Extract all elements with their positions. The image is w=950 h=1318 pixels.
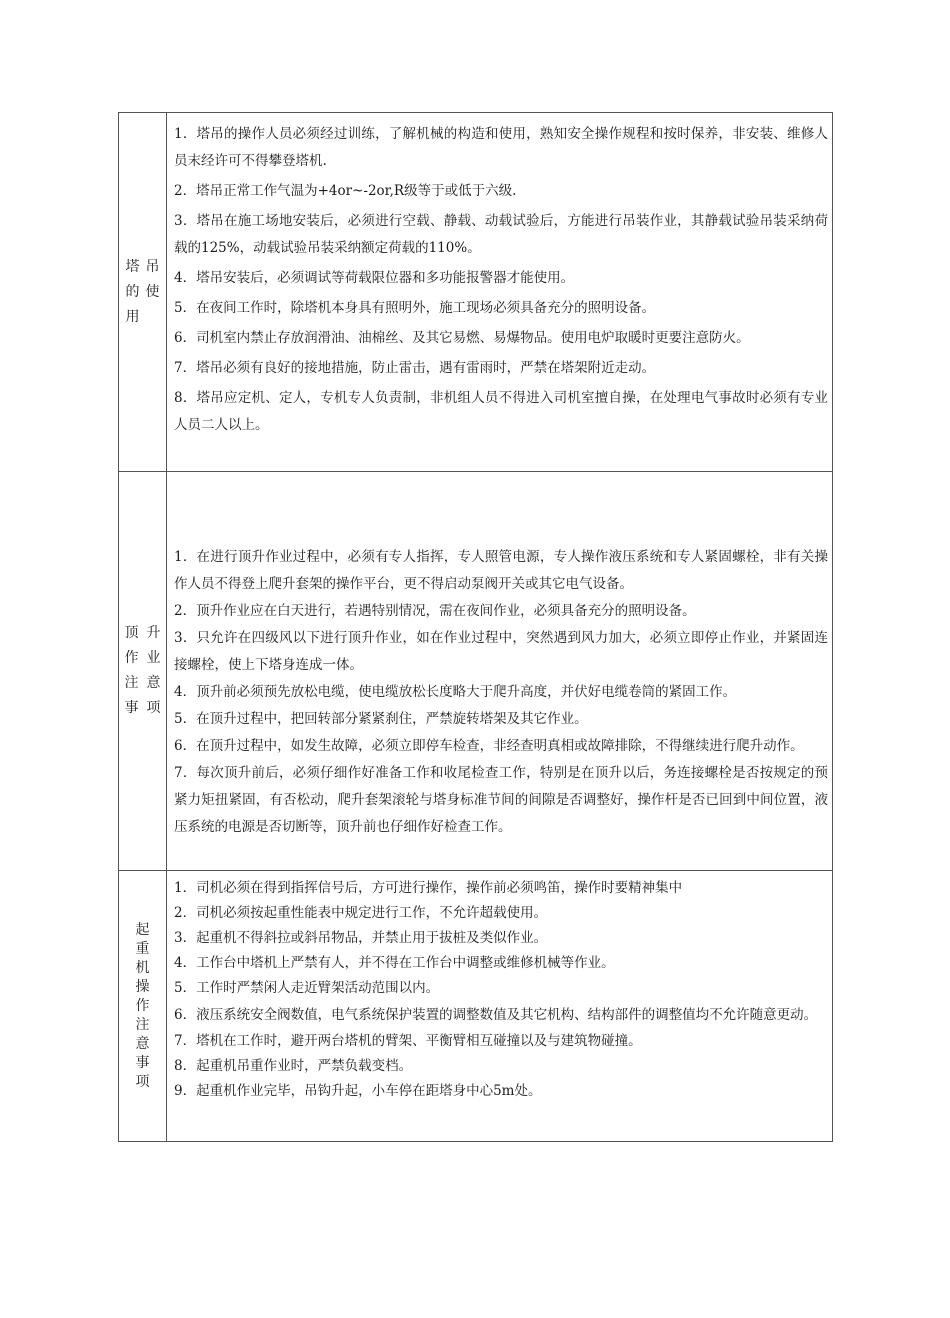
rule-item: 3．起重机不得斜拉或斜吊物品，并禁止用于拔桩及类似作业。 <box>174 930 548 946</box>
rule-item: 1．司机必须在得到指挥信号后，方可进行操作，操作前必须鸣笛，操作时要精神集中 <box>174 880 683 896</box>
section-row-jacking <box>119 472 833 871</box>
rule-item: 6．液压系统安全阀数值，电气系统保护装置的调整数值及其它机构、结构部件的调整值均不允许随意更动。 <box>174 1007 818 1023</box>
rule-item: 6．司机室内禁止存放润滑油、油棉丝、及其它易燃、易爆物品。使用电炉取暖时更要注意防火。 <box>174 330 750 346</box>
rule-item: 3．只允许在四级风以下进行顶升作业，如在作业过程中，突然遇到风力加大，必须立即停止作业，并紧固连接螺栓，使上下塔身连成一体。 <box>174 630 828 673</box>
rule-item: 4．塔吊安装后，必须调试等荷载限位器和多功能报警器才能使用。 <box>174 270 575 286</box>
rule-item: 1．在进行顶升作业过程中，必须有专人指挥，专人照管电源，专人操作液压系统和专人紧固螺栓，非有关操作人员不得登上爬升套架的操作平台，更不得启动泵阀开关或其它电气设备。 <box>174 549 828 592</box>
safety-rules-table <box>118 112 833 1142</box>
section-content <box>167 113 833 472</box>
rule-item: 7．塔机在工作时，避开两台塔机的臂架、平衡臂相互碰撞以及与建筑物碰撞。 <box>174 1033 642 1049</box>
rule-item: 8．起重机吊重作业时，严禁负载变档。 <box>174 1058 413 1074</box>
rule-item: 6．在顶升过程中，如发生故障，必须立即停车检查，非经查明真相或故障排除，不得继续进行爬升动作。 <box>174 738 804 754</box>
section-label-text: 顶升作业注意事项 <box>124 625 161 716</box>
section-content <box>167 871 833 1142</box>
rule-item: 7．塔吊必须有良好的接地措施，防止雷击，遇有雷雨时，严禁在塔架附近走动。 <box>174 360 656 376</box>
rule-item: 2．司机必须按起重性能表中规定进行工作，不允许超载使用。 <box>174 905 548 921</box>
section-row-tower-crane-use <box>119 113 833 472</box>
section-label-text: 起重机操作注意事项 <box>135 921 150 1090</box>
rule-item: 5．工作时严禁闲人走近臂架活动范围以内。 <box>174 980 440 996</box>
section-label <box>119 472 167 871</box>
rule-item: 3．塔吊在施工场地安装后，必须进行空载、静载、动载试验后，方能进行吊装作业，其静载试验吊装采纳荷载的125%，动载试验吊装采纳额定荷载的110%。 <box>174 213 828 256</box>
rule-item: 2．塔吊正常工作气温为+4or~-2or,R级等于或低于六级. <box>174 183 517 199</box>
section-label <box>119 113 167 472</box>
rule-item: 7．每次顶升前后，必须仔细作好准备工作和收尾检查工作，特别是在顶升以后，务连接螺栓是否按规定的预紧力矩扭紧固，有否松动，爬升套架滚轮与塔身标准节间的间隙是否调整好，操作杆是否已回到中间位置，液压系统的电源是否切断等，顶升前也仔细作好检查工作。 <box>174 765 828 835</box>
rule-item: 4．顶升前必须预先放松电缆，使电缆放松长度略大于爬升高度，并伏好电缆卷筒的紧固工作。 <box>174 684 737 700</box>
section-content <box>167 472 833 871</box>
rule-item: 1．塔吊的操作人员必须经过训练，了解机械的构造和使用，熟知安全操作规程和按时保养，非安装、维修人员末经许可不得攀登塔机. <box>174 126 828 169</box>
rule-item: 5．在顶升过程中，把回转部分紧紧刹住，严禁旋转塔架及其它作业。 <box>174 711 588 727</box>
rule-item: 2．顶升作业应在白天进行，若遇特别情况，需在夜间作业，必须具备充分的照明设备。 <box>174 603 696 619</box>
section-label <box>119 871 167 1142</box>
rule-item: 8．塔吊应定机、定人，专机专人负责制，非机组人员不得进入司机室擅自操，在处理电气事故时必须有专业人员二人以上。 <box>174 390 828 433</box>
rule-item: 9．起重机作业完毕，吊钩升起，小车停在距塔身中心5m处。 <box>174 1083 542 1099</box>
section-label-text: 塔吊的使用 <box>125 258 160 325</box>
rule-item: 4．工作台中塔机上严禁有人，并不得在工作台中调整或维修机械等作业。 <box>174 955 615 971</box>
section-row-crane-operation <box>119 871 833 1142</box>
rule-item: 5．在夜间工作时，除塔机本身具有照明外，施工现场必须具备充分的照明设备。 <box>174 300 656 316</box>
